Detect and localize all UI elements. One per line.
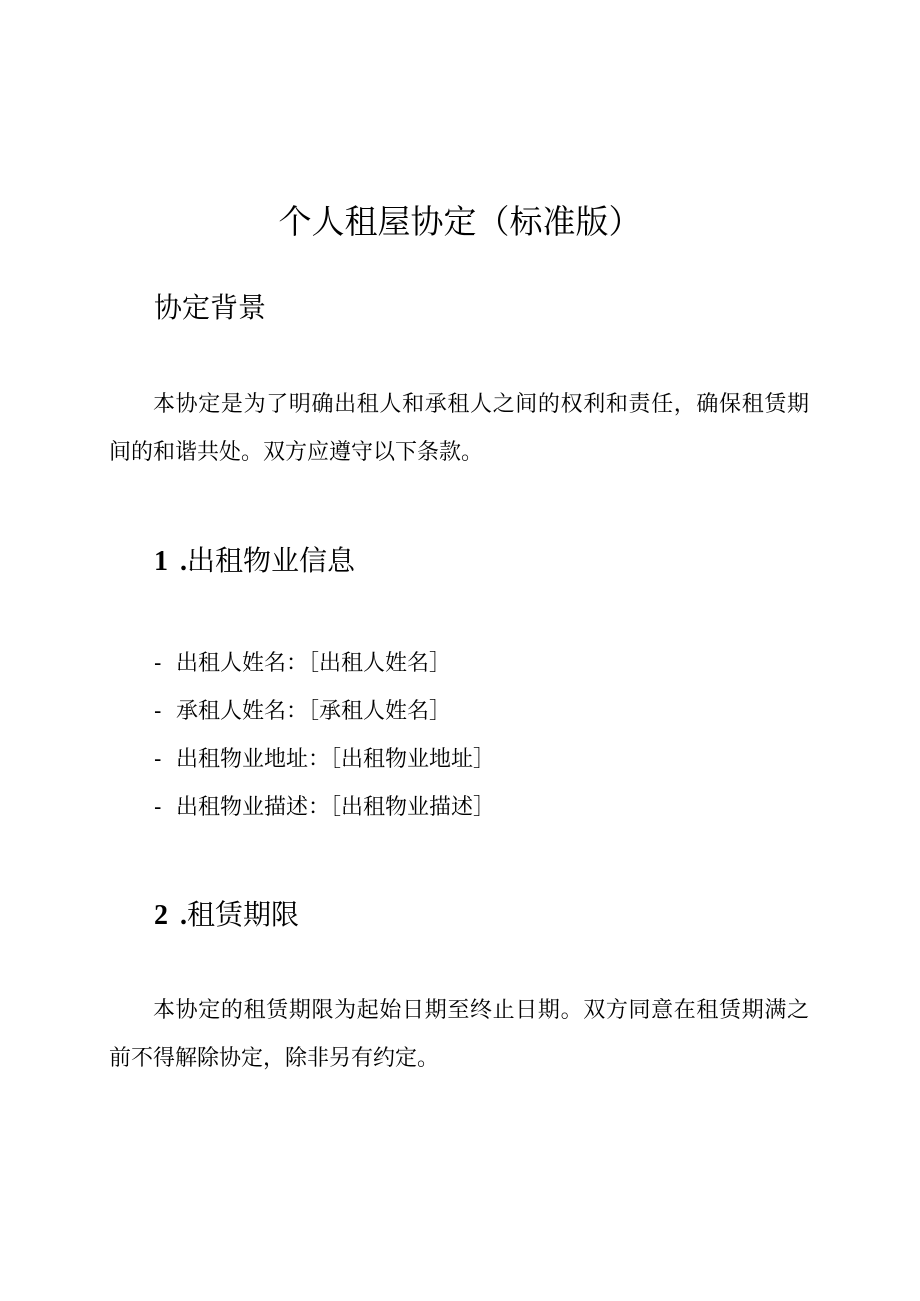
list-item-text: 承租人姓名：［承租人姓名］	[176, 699, 452, 724]
section-number: 1	[154, 546, 168, 577]
list-dash: -	[154, 699, 162, 724]
section-paragraph-background: 本协定是为了明确出租人和承租人之间的权利和责任，确保租赁期间的和谐共处。双方应遵守以下条款。	[109, 392, 809, 465]
list-item	[154, 640, 495, 688]
section-heading-text: 出租物业信息	[187, 544, 356, 577]
list-item	[154, 736, 495, 784]
document-title: 个人租屋协定（标准版）	[278, 202, 642, 242]
section-heading-background: 协定背景	[154, 291, 267, 324]
section-heading-lease-term	[154, 897, 299, 934]
list-item	[154, 688, 495, 736]
section-heading-text: 租赁期限	[187, 898, 300, 931]
list-dash: -	[154, 747, 162, 772]
section-number: 2	[154, 900, 168, 931]
list-dash: -	[154, 795, 162, 820]
section-number-dot: .	[180, 546, 187, 577]
section-paragraph-lease-term: 本协定的租赁期限为起始日期至终止日期。双方同意在租赁期满之前不得解除协定，除非另有约定。	[109, 998, 809, 1071]
list-item-text: 出租人姓名：［出租人姓名］	[176, 651, 452, 676]
list-item	[154, 784, 495, 832]
list-item-text: 出租物业地址：［出租物业地址］	[176, 747, 496, 772]
property-info-list	[154, 640, 495, 832]
section-number-dot: .	[180, 900, 187, 931]
list-dash: -	[154, 651, 162, 676]
section-heading-property-info	[154, 543, 355, 580]
list-item-text: 出租物业描述：［出租物业描述］	[176, 795, 496, 820]
